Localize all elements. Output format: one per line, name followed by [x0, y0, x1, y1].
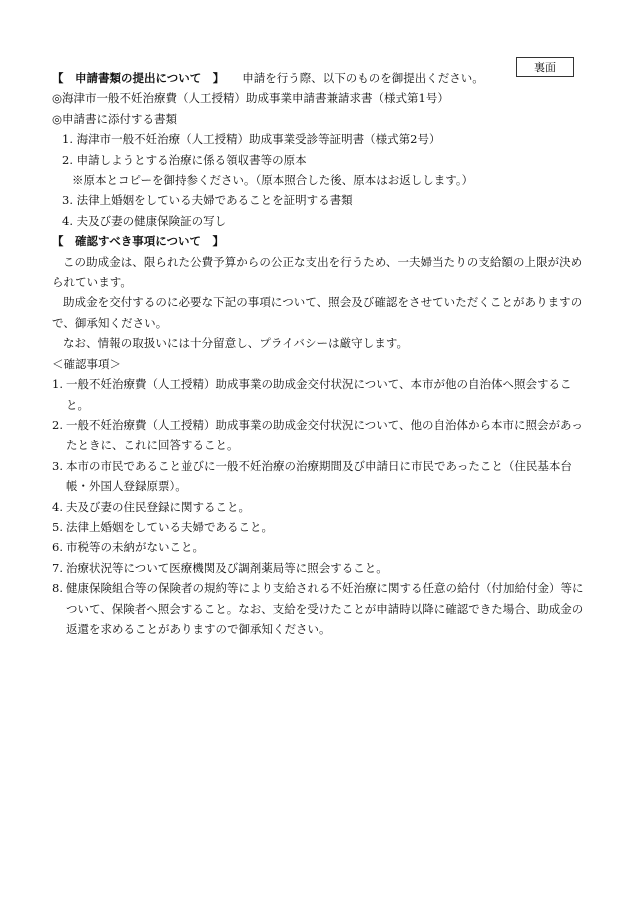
- paragraph: なお、情報の取扱いには十分留意し、プライバシーは厳守します。: [63, 336, 409, 351]
- section-submission-intro: 申請を行う際、以下のものを御提出ください。: [242, 71, 484, 85]
- attachment-note: ※原本とコピーを御持参ください。（原本照合した後、原本はお返しします。）: [72, 173, 474, 188]
- confirmation-item: [52, 558, 592, 578]
- attachment-item: 2. 申請しようとする治療に係る領収書等の原本: [62, 152, 307, 167]
- item-number: 3.: [52, 458, 63, 473]
- item-number: 5.: [52, 519, 63, 534]
- item-text: 法律上婚姻をしている夫婦であること。: [66, 519, 273, 534]
- item-text: 一般不妊治療費（人工授精）助成事業の助成金交付状況について、本市が他の自治体へ照会すること。: [66, 377, 572, 412]
- item-number: 7.: [52, 560, 63, 575]
- confirmation-item: [52, 415, 592, 456]
- section-submission-header: [52, 68, 592, 88]
- paragraph: 助成金を交付するのに必要な下記の事項について、照会及び確認をさせていただくことがありますので、御承知ください。: [52, 295, 583, 330]
- back-side-label: 裏面: [516, 57, 574, 77]
- item-number: 1.: [52, 377, 63, 392]
- item-text: 市税等の未納がないこと。: [66, 540, 204, 555]
- attachment-item: 3. 法律上婚姻をしている夫婦であることを証明する書類: [62, 193, 353, 208]
- item-text: 本市の市民であること並びに一般不妊治療の治療期間及び申請日に市民であったこと（住民基本台帳・外国人登録原票）。: [66, 458, 572, 494]
- item-text: 夫及び妻の住民登録に関すること。: [66, 499, 250, 514]
- item-text: 健康保険組合等の保険者の規約等により支給される不妊治療に関する任意の給付（付加給付金）等について、保険者へ照会すること。なお、支給を受けたことが申請時以降に確認できた場合、助成金の返還を求めることがありますので御承知ください。: [66, 581, 584, 636]
- item-text: 治療状況等について医療機関及び調剤薬局等に照会すること。: [66, 560, 388, 575]
- confirmation-item: [52, 497, 592, 517]
- item-number: 4.: [52, 499, 63, 514]
- paragraph: この助成金は、限られた公費予算からの公正な支出を行うため、一夫婦当たりの支給額の上限が決められています。: [52, 254, 583, 290]
- confirmation-list-heading: ＜確認事項＞: [52, 356, 121, 371]
- section-submission-heading: 【 申請書類の提出について 】: [52, 71, 225, 85]
- document-body: [52, 68, 592, 639]
- confirmation-item: [52, 374, 592, 415]
- confirmation-item: [52, 517, 592, 537]
- confirmation-item: [52, 537, 592, 557]
- attachments-heading: ◎申請書に添付する書類: [52, 111, 178, 126]
- application-form-item: ◎海津市一般不妊治療費（人工授精）助成事業申請書兼請求書（様式第1号）: [52, 91, 449, 106]
- item-number: 6.: [52, 540, 63, 555]
- item-number: 2.: [52, 417, 63, 432]
- attachment-item: 4. 夫及び妻の健康保険証の写し: [62, 213, 227, 228]
- confirmation-item: [52, 456, 592, 497]
- item-number: 8.: [52, 581, 63, 596]
- attachment-item: 1. 海津市一般不妊治療（人工授精）助成事業受診等証明書（様式第2号）: [62, 132, 441, 147]
- confirmation-item: [52, 578, 592, 639]
- item-text: 一般不妊治療費（人工授精）助成事業の助成金交付状況について、他の自治体から本市に照会があったときに、これに回答すること。: [66, 417, 583, 453]
- section-confirmation-heading: 【 確認すべき事項について 】: [52, 234, 225, 249]
